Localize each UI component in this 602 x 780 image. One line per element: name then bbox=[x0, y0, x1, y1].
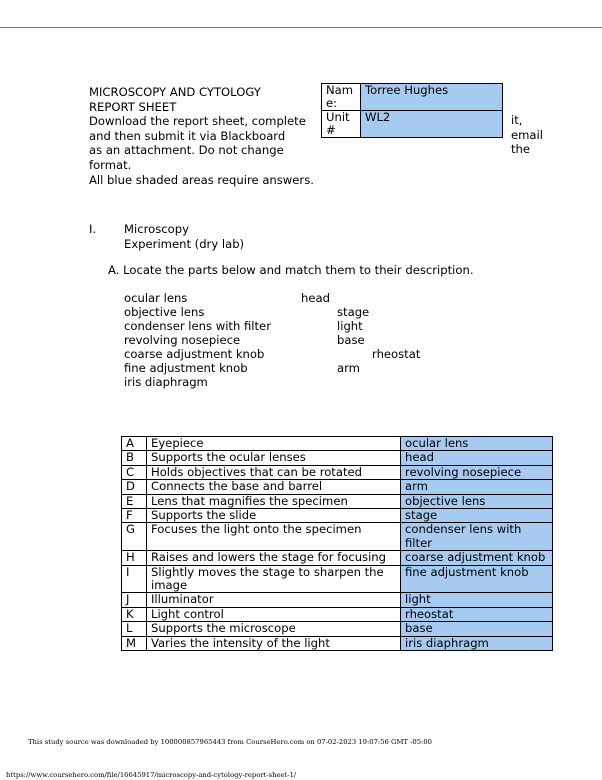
instructions-line-5: All blue shaded areas require answers. bbox=[89, 172, 314, 187]
row-letter: E bbox=[122, 494, 147, 508]
name-label: Nam e: bbox=[322, 84, 361, 111]
part-right-4: base bbox=[337, 333, 365, 347]
instructions-overflow-text: it, email the bbox=[511, 113, 543, 156]
row-description: Illuminator bbox=[147, 593, 401, 607]
row-answer-field[interactable]: stage bbox=[401, 509, 553, 523]
row-answer-field[interactable]: base bbox=[401, 622, 553, 636]
name-answer-field[interactable]: Torree Hughes bbox=[361, 84, 503, 111]
row-description: Holds objectives that can be rotated bbox=[147, 465, 401, 479]
row-letter: D bbox=[122, 480, 147, 494]
report-title-line-2: REPORT SHEET bbox=[89, 99, 177, 114]
source-url: https://www.coursehero.com/file/16645917/microscopy-and-cytology-report-sheet-1/ bbox=[6, 771, 297, 779]
report-header bbox=[89, 85, 329, 187]
row-answer-field[interactable]: ocular lens bbox=[401, 437, 553, 451]
row-answer-field[interactable]: iris diaphragm bbox=[401, 636, 553, 650]
row-description: Lens that magnifies the specimen bbox=[147, 494, 401, 508]
row-description: Eyepiece bbox=[147, 437, 401, 451]
row-answer-field[interactable]: fine adjustment knob bbox=[401, 565, 553, 593]
table-row bbox=[122, 593, 553, 607]
unit-answer-field[interactable]: WL2 bbox=[361, 111, 503, 138]
section-subtitle: Experiment (dry lab) bbox=[124, 236, 245, 251]
row-letter: F bbox=[122, 509, 147, 523]
row-letter: I bbox=[122, 565, 147, 593]
row-description: Varies the intensity of the light bbox=[147, 636, 401, 650]
row-description: Connects the base and barrel bbox=[147, 480, 401, 494]
row-letter: B bbox=[122, 451, 147, 465]
row-letter: C bbox=[122, 465, 147, 479]
row-letter: A bbox=[122, 437, 147, 451]
row-answer-field[interactable]: coarse adjustment knob bbox=[401, 551, 553, 565]
matching-table bbox=[121, 436, 553, 651]
instructions-line-2: and then submit it via Blackboard bbox=[89, 128, 286, 143]
row-answer-field[interactable]: objective lens bbox=[401, 494, 553, 508]
row-answer-field[interactable]: rheostat bbox=[401, 607, 553, 621]
row-letter: H bbox=[122, 551, 147, 565]
table-row bbox=[122, 465, 553, 479]
table-row bbox=[122, 480, 553, 494]
name-row bbox=[322, 84, 503, 111]
row-description: Supports the microscope bbox=[147, 622, 401, 636]
part-right-6: arm bbox=[337, 361, 360, 375]
part-left-5: coarse adjustment knob bbox=[124, 347, 265, 361]
part-left-7: iris diaphragm bbox=[124, 375, 208, 389]
row-answer-field[interactable]: light bbox=[401, 593, 553, 607]
row-answer-field[interactable]: head bbox=[401, 451, 553, 465]
part-left-2: objective lens bbox=[124, 305, 205, 319]
instructions-line-3: as an attachment. Do not change bbox=[89, 143, 284, 158]
table-row bbox=[122, 607, 553, 621]
row-letter: J bbox=[122, 593, 147, 607]
part-left-4: revolving nosepiece bbox=[124, 333, 241, 347]
instructions-line-4: format. bbox=[89, 157, 132, 172]
table-row bbox=[122, 551, 553, 565]
table-row bbox=[122, 451, 553, 465]
instructions-line-1: Download the report sheet, complete bbox=[89, 114, 306, 129]
row-answer-field[interactable]: condenser lens with filter bbox=[401, 523, 553, 551]
table-row bbox=[122, 622, 553, 636]
table-row bbox=[122, 494, 553, 508]
row-description: Raises and lowers the stage for focusing bbox=[147, 551, 401, 565]
section-heading bbox=[124, 222, 244, 251]
table-row bbox=[122, 565, 553, 593]
table-row bbox=[122, 523, 553, 551]
unit-label: Unit # bbox=[322, 111, 361, 138]
part-right-5: rheostat bbox=[372, 347, 421, 361]
row-answer-field[interactable]: revolving nosepiece bbox=[401, 465, 553, 479]
report-title-line-1: MICROSCOPY AND CYTOLOGY bbox=[89, 85, 261, 99]
part-left-3: condenser lens with filter bbox=[124, 319, 271, 333]
top-divider bbox=[0, 27, 602, 28]
student-info-table bbox=[321, 83, 503, 138]
section-title: Microscopy bbox=[124, 222, 189, 236]
row-letter: L bbox=[122, 622, 147, 636]
row-answer-field[interactable]: arm bbox=[401, 480, 553, 494]
part-right-1: head bbox=[301, 291, 330, 305]
section-number: I. bbox=[89, 222, 97, 236]
part-left-6: fine adjustment knob bbox=[124, 361, 248, 375]
row-letter: G bbox=[122, 523, 147, 551]
row-description: Focuses the light onto the specimen bbox=[147, 523, 401, 551]
row-letter: K bbox=[122, 607, 147, 621]
instruction-item-a: A. Locate the parts below and match them to their description. bbox=[108, 263, 474, 277]
table-row bbox=[122, 509, 553, 523]
row-description: Supports the slide bbox=[147, 509, 401, 523]
part-right-2: stage bbox=[337, 305, 370, 319]
row-description: Slightly moves the stage to sharpen the image bbox=[147, 565, 401, 593]
part-left-1: ocular lens bbox=[124, 291, 188, 305]
row-description: Light control bbox=[147, 607, 401, 621]
row-letter: M bbox=[122, 636, 147, 650]
row-description: Supports the ocular lenses bbox=[147, 451, 401, 465]
table-row bbox=[122, 636, 553, 650]
download-notice: This study source was downloaded by 100000857965443 from CourseHero.com on 07-02-2023 19:07:56 GMT -05:00 bbox=[28, 738, 432, 746]
table-row bbox=[122, 437, 553, 451]
part-right-3: light bbox=[337, 319, 363, 333]
unit-row bbox=[322, 111, 503, 138]
